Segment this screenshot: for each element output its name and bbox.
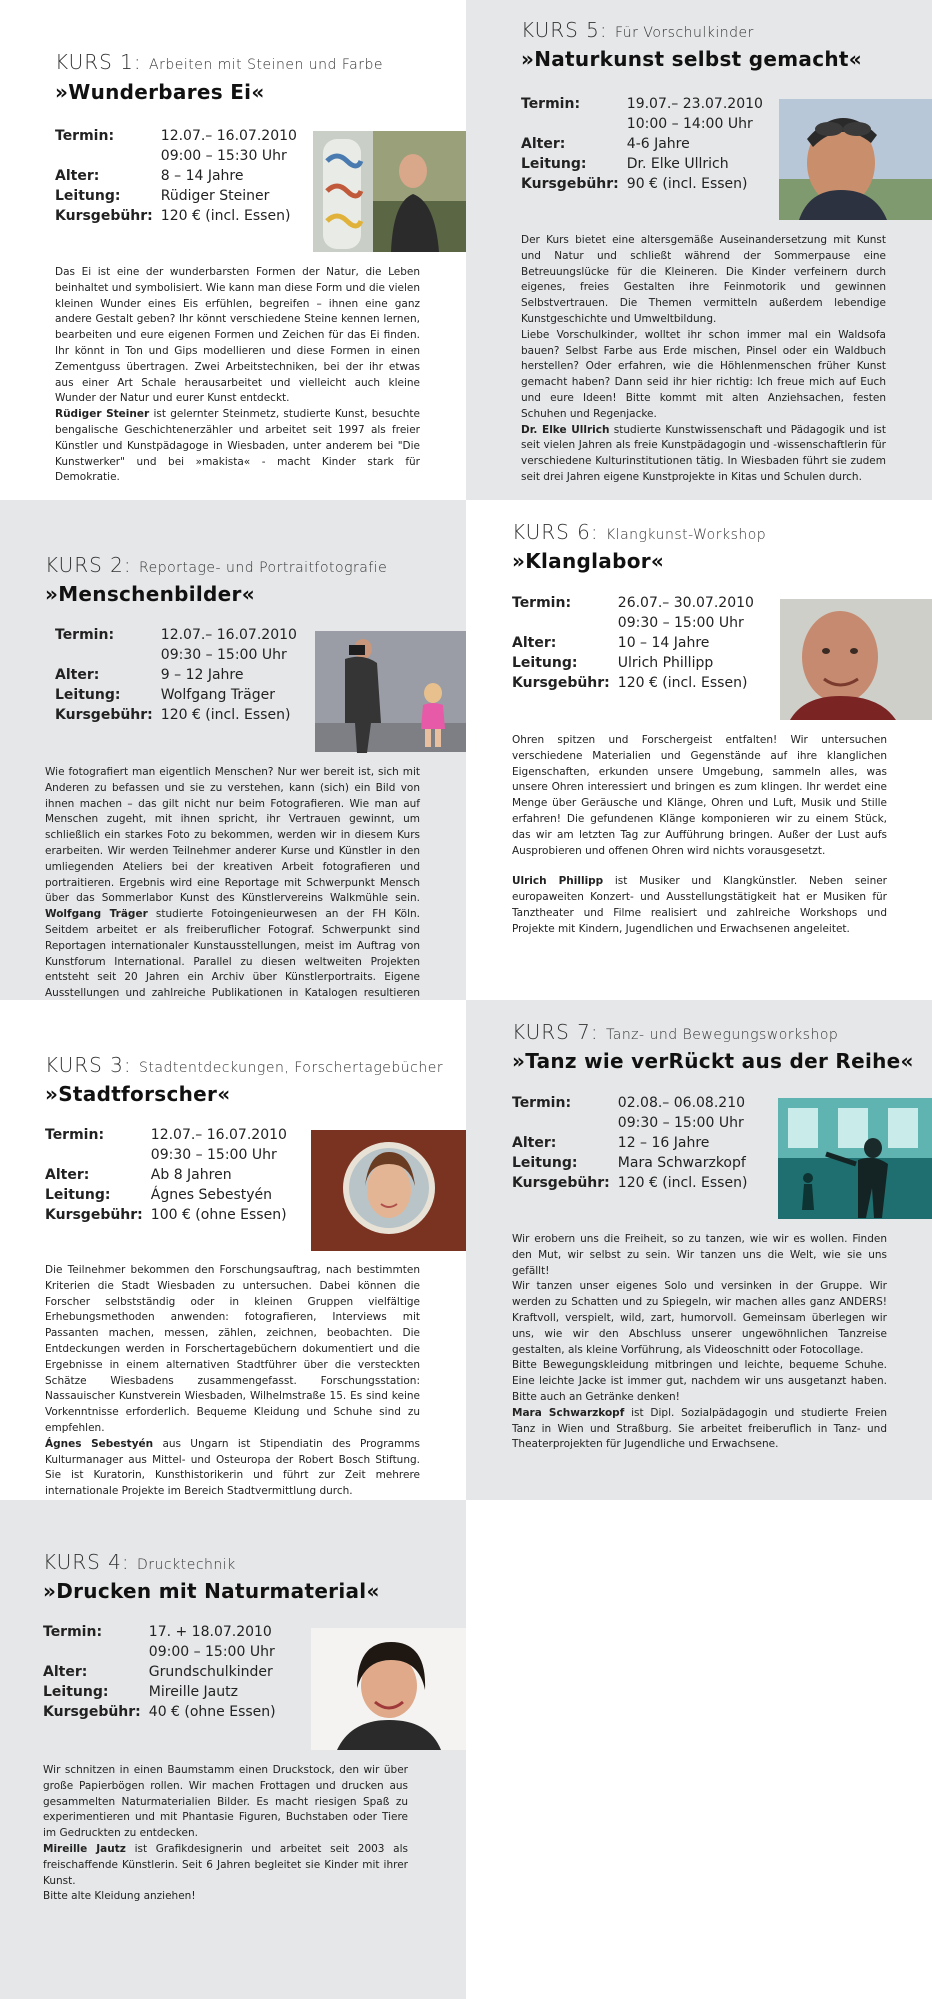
course-6-bio bbox=[512, 874, 887, 937]
gebuehr-value: 120 € (incl. Essen) bbox=[617, 1175, 748, 1191]
gebuehr-label: Kursgebühr: bbox=[45, 1207, 143, 1223]
course-7-subtitle: Tanz- und Bewegungsworkshop bbox=[606, 1027, 839, 1043]
termin-date: 12.07.– 16.07.2010 bbox=[150, 1127, 287, 1143]
course-4-text: Wir schnitzen in einen Baumstamm einen Druckstock, den wir über große Papierbögen rollen. Wir machen Frottagen und drucken aus gesammelten Naturmaterialien Bilder. Es macht riesigen Spaß zu experimentieren und mit Phantasie Figuren, Buchstaben oder Tiere im Gedruckten zu entdecken. bbox=[43, 1764, 408, 1840]
course-5-number: KURS 5: bbox=[521, 18, 608, 42]
alter-value: Grundschulkinder bbox=[148, 1664, 273, 1680]
course-3-photo bbox=[311, 1130, 466, 1251]
course-7-text-3: Bitte Bewegungskleidung mitbringen und leichte, bequeme Schuhe. Eine leichte Jacke ist immer gut, nachdem wir uns ausgetanzt haben. Bitte auch an Getränke denken! bbox=[512, 1359, 887, 1403]
alter-value: Ab 8 Jahren bbox=[150, 1167, 232, 1183]
course-7-title: »Tanz wie verRückt aus der Reihe« bbox=[512, 1049, 914, 1073]
course-6-person-name: Ulrich Phillipp bbox=[512, 875, 604, 888]
alter-label: Alter: bbox=[45, 1167, 90, 1183]
termin-time: 09:30 – 15:00 Uhr bbox=[617, 1115, 744, 1131]
course-5-text: Der Kurs bietet eine altersgemäße Auseinandersetzung mit Kunst und Natur und schließt während der Sommerpause eine Betreuungslücke für die Kleineren. Die Kinder verfeinern durch eigenes, freies Gestalten ihre Feinmotorik und gewinnen Selbstvertrauen. Die Themen vermitteln außerdem lebendige Kunstgeschichte und Umweltbildung. bbox=[521, 234, 886, 325]
course-2-panel bbox=[0, 500, 466, 1000]
course-2-heading bbox=[45, 553, 387, 577]
course-2-person-name: Wolfgang Träger bbox=[45, 908, 148, 921]
leitung-label: Leitung: bbox=[55, 188, 121, 204]
course-7-text: Wir erobern uns die Freiheit, so zu tanzen, wie wir es wollen. Finden den Mut, wir selbst zu sein. Wir tanzen uns die Welt, wie sie uns gefällt! bbox=[512, 1233, 887, 1277]
alter-value: 8 – 14 Jahre bbox=[160, 168, 244, 184]
alter-label: Alter: bbox=[43, 1664, 88, 1680]
course-6-person-text: ist Musiker und Klangkünstler. Neben seiner europaweiten Konzert- und Ausstellungstätigkeit hat er Musiken für Tanztheater und Filme realisiert und zahlreiche Workshops und Projekte mit Kindern, Jugendlichen und Erwachsenen angeleitet. bbox=[512, 875, 888, 935]
course-5-panel bbox=[466, 0, 932, 500]
termin-label: Termin: bbox=[55, 128, 115, 144]
alter-label: Alter: bbox=[55, 168, 100, 184]
alter-value: 12 – 16 Jahre bbox=[617, 1135, 710, 1151]
course-1-info bbox=[55, 126, 297, 226]
course-6-photo bbox=[780, 599, 932, 720]
gebuehr-label: Kursgebühr: bbox=[43, 1704, 141, 1720]
course-7-text-2: Wir tanzen unser eigenes Solo und versinken in der Gruppe. Wir werden zu Schatten und zu Spiegeln, wir machen alles ganz ANDERS! Kraftvoll, verspielt, wild, zart, humorvoll. Gemeinsam überlegen wir uns, wie wir den Abschluss unserer ungewöhnlichen Tanzreise gestalten, als kleine Vorführung, als Videoschnitt oder Fotocollage. bbox=[512, 1280, 887, 1356]
termin-label: Termin: bbox=[45, 1127, 105, 1143]
course-5-subtitle: Für Vorschulkinder bbox=[615, 25, 754, 41]
course-1-bio bbox=[55, 407, 420, 486]
course-7-person-text: ist Dipl. Sozialpädagogin und studierte Freien Tanz in Wien und Straßburg. Sie arbeitet freiberuflich in Tanz- und Theaterprojekten für Jugendliche und Erwachsene. bbox=[512, 1406, 887, 1451]
course-3-number: KURS 3: bbox=[45, 1053, 132, 1077]
course-7-panel bbox=[466, 1000, 932, 1500]
course-4-title: »Drucken mit Naturmaterial« bbox=[43, 1579, 380, 1603]
course-4-subtitle: Drucktechnik bbox=[137, 1557, 236, 1573]
course-3-person-name: Ágnes Sebestyén bbox=[45, 1437, 154, 1450]
course-1-photo bbox=[313, 131, 466, 252]
course-7-photo bbox=[778, 1098, 932, 1219]
course-2-description bbox=[45, 765, 420, 1018]
course-6-subtitle: Klangkunst-Workshop bbox=[606, 527, 767, 543]
course-5-text-2: Liebe Vorschulkinder, wolltet ihr schon immer mal ein Waldsofa bauen? Selbst Farbe aus Erde mischen, Pinsel oder ein Waldbuch herstellen? Oder erfahren, wie die Höhlenmenschen früher Kunst gemacht haben? Dann seid ihr hier richtig: Ich freue mich auf Euch und eure Ideen! Bitte kommt mit alten Anziehsachen, festen Schuhen und Regenjacke. bbox=[521, 328, 886, 420]
course-1-text: Das Ei ist eine der wunderbarsten Formen der Natur, die Leben beinhaltet und symbolisiert. Wie kann man diese Form und die vielen kleinen Wunder eines Eis erfühlen, begreifen – ihnen eine ganz andere Gestalt geben? Ihr könnt verschiedene Steine kennen lernen, bearbeiten und eure eigenen Formen und Zeichen für das Ei finden. Ihr könnt in Ton und Gips modellieren und diese Formen in einen Zementguss übertragen. Zwei Arbeitstechniken, bei der ihr etwas aus einer Art Schale herausarbeitet und vielleicht auch kleine Wunder der Natur und eurer Kunst entdeckt. bbox=[55, 266, 420, 405]
course-7-bio bbox=[512, 1406, 887, 1453]
course-1-person-text: ist gelernter Steinmetz, studierte Kunst, besuchte bengalische Geschichtenerzähler und arbeitet seit 1997 als freier Künstler und Kunstpädagoge in Wiesbaden, unter anderem bei "Die Kunstwerker" und bei »makista« - macht Kinder stark für Demokratie. bbox=[55, 408, 421, 484]
termin-time: 10:00 – 14:00 Uhr bbox=[626, 116, 753, 132]
empty-panel bbox=[466, 1500, 932, 1999]
course-2-number: KURS 2: bbox=[45, 553, 132, 577]
course-5-heading bbox=[521, 18, 754, 42]
gebuehr-label: Kursgebühr: bbox=[512, 675, 610, 691]
alter-label: Alter: bbox=[512, 635, 557, 651]
leitung-value: Dr. Elke Ullrich bbox=[626, 156, 729, 172]
course-4-heading bbox=[43, 1550, 236, 1574]
course-4-person-text: ist Grafikdesignerin und arbeitet seit 2003 als freischaffende Künstlerin. Seit 6 Jahren begleitet sie Kinder mit ihrer Kunst. bbox=[43, 1842, 409, 1887]
termin-label: Termin: bbox=[55, 627, 115, 643]
gebuehr-value: 40 € (ohne Essen) bbox=[148, 1704, 276, 1720]
leitung-label: Leitung: bbox=[43, 1684, 109, 1700]
termin-date: 17. + 18.07.2010 bbox=[148, 1624, 272, 1640]
gebuehr-label: Kursgebühr: bbox=[55, 707, 153, 723]
course-4-info bbox=[43, 1622, 276, 1722]
course-5-person-name: Dr. Elke Ullrich bbox=[521, 423, 610, 436]
termin-date: 12.07.– 16.07.2010 bbox=[160, 128, 297, 144]
termin-time: 09:30 – 15:00 Uhr bbox=[617, 615, 744, 631]
termin-label: Termin: bbox=[512, 1095, 572, 1111]
course-4-number: KURS 4: bbox=[43, 1550, 130, 1574]
termin-time: 09:30 – 15:00 Uhr bbox=[160, 647, 287, 663]
alter-label: Alter: bbox=[521, 136, 566, 152]
course-4-person-name: Mireille Jautz bbox=[43, 1842, 126, 1855]
course-3-text: Die Teilnehmer bekommen den Forschungsauftrag, nach bestimmten Kriterien die Stadt Wiesbaden zu untersuchen. Dabei können die Forscher selbstständig oder in kleinen Gruppen vielfältige Erhebungsmethoden anwenden: fotografieren, Interviews mit Passanten machen, messen, zählen, zeichnen, beobachten. Die Entdeckungen werden in Forschertagebüchern dokumentiert und die Ergebnisse in einem alternativen Stadtführer über die versteckten Schätze Wiesbadens zusammengefasst. Forschungsstation: Nassauischer Kunstverein Wiesbaden, Wilhelmstraße 15. Es sind keine Vorkenntnisse erforderlich. Bequeme Kleidung und Schuhe sind zu empfehlen. bbox=[45, 1264, 420, 1434]
termin-date: 19.07.– 23.07.2010 bbox=[626, 96, 763, 112]
course-3-heading bbox=[45, 1053, 443, 1077]
course-3-subtitle: Stadtentdeckungen, Forschertagebücher bbox=[139, 1060, 444, 1076]
course-2-text bbox=[45, 765, 420, 1018]
termin-label: Termin: bbox=[512, 595, 572, 611]
course-2-person-text: studierte Fotoingenieurwesen an der FH Köln. Seitdem arbeitet er als freiberuflicher Fotograf. Schwerpunkt sind Reportagen internationaler Kunstausstellungen, meist im Auftrag von Kunstforum International. Parallel zu diesen weltweiten Projekten entsteht seit 20 Jahren ein Archiv über Künstlerportraits. Eigene Ausstellungen und zahlreiche Publikationen in Katalogen resultieren bbox=[45, 908, 420, 1000]
leitung-value: Wolfgang Träger bbox=[160, 687, 275, 703]
course-6-description bbox=[512, 733, 887, 938]
termin-date: 26.07.– 30.07.2010 bbox=[617, 595, 754, 611]
gebuehr-label: Kursgebühr: bbox=[512, 1175, 610, 1191]
termin-label: Termin: bbox=[521, 96, 581, 112]
termin-time: 09:00 – 15:30 Uhr bbox=[160, 148, 287, 164]
course-5-title: »Naturkunst selbst gemacht« bbox=[521, 47, 862, 71]
course-7-description bbox=[512, 1232, 887, 1453]
course-5-info bbox=[521, 94, 763, 194]
alter-value: 10 – 14 Jahre bbox=[617, 635, 710, 651]
alter-label: Alter: bbox=[512, 1135, 557, 1151]
course-1-person-name: Rüdiger Steiner bbox=[55, 408, 150, 421]
leitung-label: Leitung: bbox=[512, 655, 578, 671]
leitung-label: Leitung: bbox=[55, 687, 121, 703]
course-1-panel bbox=[0, 0, 466, 500]
course-3-person-text: aus Ungarn ist Stipendiatin des Programms Kulturmanager aus Mittel- und Osteuropa der Robert Bosch Stiftung. Sie ist Kuratorin, Kunsthistorikerin und führt zur Zeit mehrere internationale Projekte im Bereich Stadtvermittlung durch. bbox=[45, 1437, 420, 1498]
course-7-info bbox=[512, 1093, 747, 1193]
leitung-label: Leitung: bbox=[521, 156, 587, 172]
course-1-heading bbox=[55, 50, 383, 74]
gebuehr-value: 90 € (incl. Essen) bbox=[626, 176, 748, 192]
course-6-title: »Klanglabor« bbox=[512, 549, 665, 573]
course-7-number: KURS 7: bbox=[512, 1020, 599, 1044]
course-2-subtitle: Reportage- und Portraitfotografie bbox=[139, 560, 388, 576]
alter-value: 9 – 12 Jahre bbox=[160, 667, 244, 683]
course-7-person-name: Mara Schwarzkopf bbox=[512, 1406, 625, 1419]
gebuehr-label: Kursgebühr: bbox=[521, 176, 619, 192]
gebuehr-value: 120 € (incl. Essen) bbox=[160, 707, 291, 723]
gebuehr-value: 100 € (ohne Essen) bbox=[150, 1207, 287, 1223]
termin-date: 12.07.– 16.07.2010 bbox=[160, 627, 297, 643]
course-3-panel bbox=[0, 1000, 466, 1500]
termin-time: 09:00 – 15:00 Uhr bbox=[148, 1644, 275, 1660]
course-2-title: »Menschenbilder« bbox=[45, 582, 255, 606]
course-6-panel bbox=[466, 500, 932, 1000]
alter-label: Alter: bbox=[55, 667, 100, 683]
course-4-extra: Bitte alte Kleidung anziehen! bbox=[43, 1890, 196, 1903]
course-5-description bbox=[521, 233, 886, 486]
course-7-heading bbox=[512, 1020, 838, 1044]
leitung-value: Mara Schwarzkopf bbox=[617, 1155, 746, 1171]
course-3-description bbox=[45, 1263, 420, 1500]
course-6-number: KURS 6: bbox=[512, 520, 599, 544]
course-4-panel bbox=[0, 1500, 466, 1999]
termin-label: Termin: bbox=[43, 1624, 103, 1640]
course-4-description bbox=[43, 1763, 408, 1905]
leitung-label: Leitung: bbox=[512, 1155, 578, 1171]
leitung-value: Ulrich Phillipp bbox=[617, 655, 714, 671]
course-2-photo bbox=[315, 631, 466, 752]
course-6-info bbox=[512, 593, 754, 693]
course-5-bio bbox=[521, 423, 886, 486]
course-1-number: KURS 1: bbox=[55, 50, 142, 74]
leitung-label: Leitung: bbox=[45, 1187, 111, 1203]
course-3-title: »Stadtforscher« bbox=[45, 1082, 231, 1106]
course-3-bio bbox=[45, 1437, 420, 1500]
course-1-subtitle: Arbeiten mit Steinen und Farbe bbox=[149, 57, 383, 73]
leitung-value: Mireille Jautz bbox=[148, 1684, 238, 1700]
course-5-photo bbox=[779, 99, 932, 220]
leitung-value: Rüdiger Steiner bbox=[160, 188, 270, 204]
course-6-text: Ohren spitzen und Forschergeist entfalten! Wir untersuchen verschiedene Materialien und Gegenstände auf ihre klanglichen Eigenschaften, erkunden unsere Umgebung, sammeln alles, was unsere Ohren interessiert und bringen es zum klingen. Ihr werdet eine Menge über Geräusche und Klänge, Ohren und Luft, Musik und Stille erfahren! Die gefundenen Klänge komponieren wir zu einem Stück, das wir am letzten Tag zur Aufführung bringen. Außer der Lust aufs Ausprobieren und offenen Ohren wird nichts vorausgesetzt. bbox=[512, 734, 887, 857]
termin-date: 02.08.– 06.08.210 bbox=[617, 1095, 746, 1111]
course-5-person-text: studierte Kunstwissenschaft und Pädagogik und ist seit vielen Jahren als freie Kunstpädagogin und -wissenschaftlerin für verschiedene Kulturinstitutionen tätig. In Wiesbaden führt sie zudem seit drei Jahren eigene Kunstprojekte in Kitas und Schulen durch. bbox=[521, 423, 886, 483]
alter-value: 4-6 Jahre bbox=[626, 136, 690, 152]
course-6-heading bbox=[512, 520, 766, 544]
course-1-description bbox=[55, 265, 420, 486]
termin-time: 09:30 – 15:00 Uhr bbox=[150, 1147, 277, 1163]
gebuehr-label: Kursgebühr: bbox=[55, 208, 153, 224]
course-4-photo bbox=[311, 1628, 466, 1750]
course-4-bio bbox=[43, 1842, 408, 1889]
course-1-title: »Wunderbares Ei« bbox=[55, 80, 265, 104]
course-3-info bbox=[45, 1125, 287, 1225]
course-2-text-body: Wie fotografiert man eigentlich Menschen? Nur wer bereit ist, sich mit Anderen zu befassen und sie zu verstehen, kann (sich) ein Bild von ihnen machen – das gilt nicht nur beim Fotografieren. Wie man auf Menschen zugeht, mit ihnen spricht, ihr Vertrauen gewinnt, um schließlich ein starkes Foto zu bekommen, werden wir in diesem Kurs erarbeiten. Wir werden Teilnehmer anderer Kurse und Künstler in den umliegenden Ateliers bei der kreativen Arbeit fotografieren und portraitieren. Ergebnis wird eine Reportage mit Schwerpunkt Mensch über das Sommerlabor Kunst des Künstlervereins Walkmühle sein. bbox=[45, 766, 420, 905]
gebuehr-value: 120 € (incl. Essen) bbox=[160, 208, 291, 224]
course-2-info bbox=[55, 625, 297, 725]
gebuehr-value: 120 € (incl. Essen) bbox=[617, 675, 748, 691]
leitung-value: Ágnes Sebestyén bbox=[150, 1187, 273, 1203]
